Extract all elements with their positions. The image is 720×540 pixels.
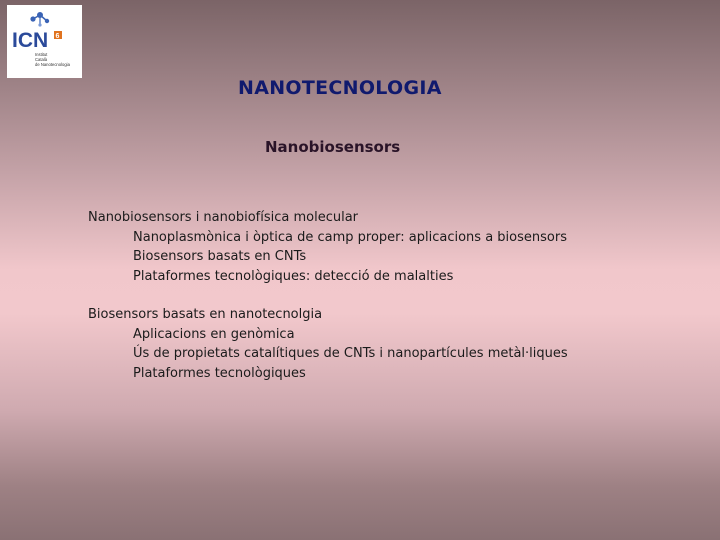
logo-caption-3: de Nanotecnologia — [35, 62, 70, 67]
section-heading: Biosensors basats en nanotecnolgia — [88, 307, 323, 322]
logo-caption-1: Institut — [35, 52, 48, 57]
logo-caption-2: Català — [35, 57, 48, 62]
icn-logo — [7, 5, 82, 78]
section-heading: Nanobiosensors i nanobiofísica molecular — [88, 210, 359, 225]
list-item: Ús de propietats catalítiques de CNTs i nanopartícules metàl·liques — [133, 346, 568, 361]
molecule-icon — [30, 12, 49, 27]
list-item: Plataformes tecnològiques: detecció de malalties — [133, 268, 454, 284]
list-item: Biosensors basats en CNTs — [133, 249, 307, 264]
page-title: NANOTECNOLOGIA — [238, 77, 442, 99]
logo-badge: 6 — [55, 33, 60, 40]
page-subtitle: Nanobiosensors — [265, 138, 401, 156]
section-biosensors — [88, 305, 568, 383]
section-nanobiosensors — [88, 208, 567, 286]
list-item: Nanoplasmònica i òptica de camp proper: aplicacions a biosensors — [133, 229, 567, 245]
list-item: Aplicacions en genòmica — [133, 326, 295, 342]
icn-logo-graphic — [7, 5, 82, 78]
list-item: Plataformes tecnològiques — [133, 365, 306, 381]
logo-letters: ICN — [12, 29, 49, 52]
